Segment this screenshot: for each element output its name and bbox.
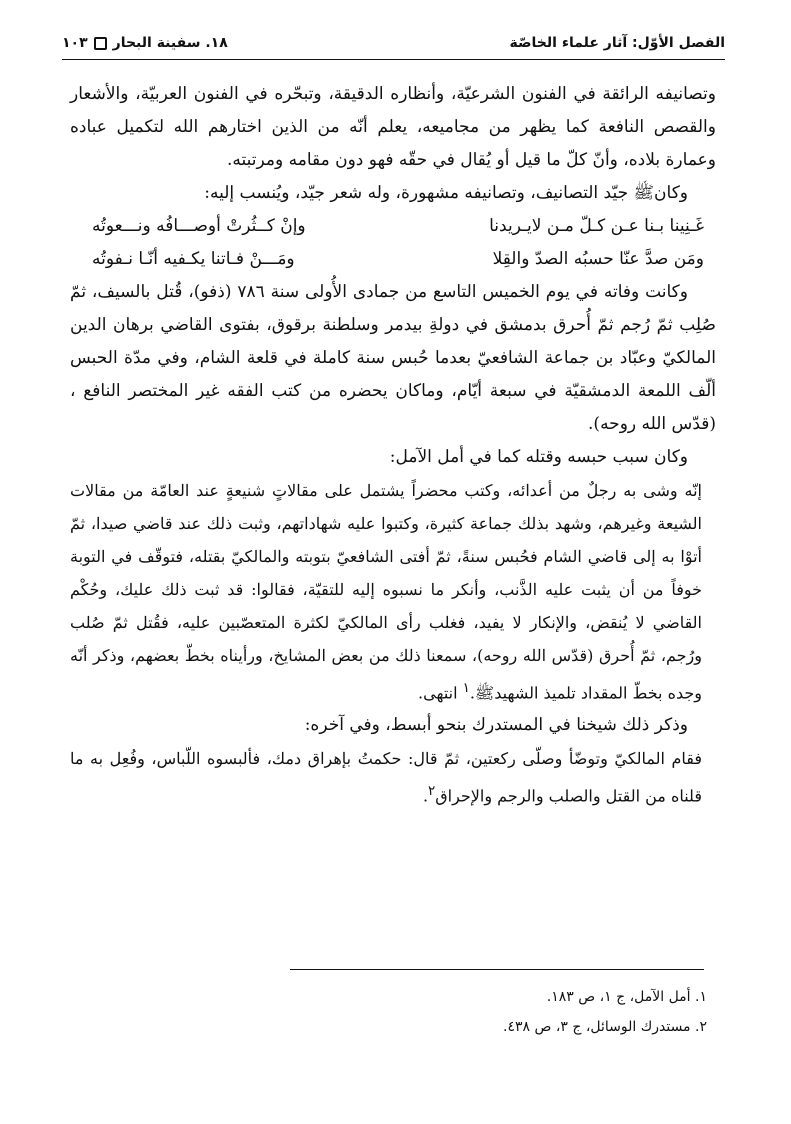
paragraph: وتصانيفه الرائقة في الفنون الشرعيّة، وأنظاره الدقيقة، وتبحّره في الفنون العربيّة، والأشعار والقصص النافعة كما يظهر من مجاميعه، يعلم أنّه من الذين اختارهم الله لتكميل عباده وعمارة بلاده، وأنّ كلّ ما قيل أو يُقال في حقّه فهو دون مقامه ومرتبته. bbox=[70, 84, 716, 170]
paragraph: وذكر ذلك شيخنا في المستدرك بنحو أبسط، وفي آخره: bbox=[304, 715, 688, 736]
paragraph: وكان سبب حبسه وقتله كما في أمل الآمل: bbox=[389, 447, 688, 467]
paragraph: وكانت وفاته في يوم الخميس التاسع من جمادى الأُولى سنة ٧٨٦ (ذفو)، قُتل بالسيف، ثمّ صُلِب ثمّ رُجم ثمّ أُحرق بدمشق في دولةِ بيدمر وسلطنة برقوق، بفتوى القاضي برهان الدين المالكيّ وعبّاد بن جماعة الشافعيّ بعدما حُبس سنة كاملة في قلعة الشام، وفي مدّة الحبس ألّف اللمعة الدمشقيّة في سبعة أيّام، وماكان يحضره من كتب الفقه غير المختصر النافع ، (قدّس الله روحه). bbox=[70, 282, 716, 434]
verse-second-hemistich: ومَـــنْ فـاتنا يكـفيه أنّـا نـفوتُه bbox=[92, 249, 295, 269]
footnote-ref: ١ bbox=[462, 681, 470, 696]
verse-first-hemistich: غَـنِينا بـنا عـن كـلّ مـن لايـريدنا bbox=[489, 216, 704, 236]
chapter-title: الفصل الأوّل: آثار علماء الخاصّة bbox=[509, 35, 725, 51]
block-quote bbox=[70, 742, 716, 812]
verse-line bbox=[70, 210, 716, 243]
footnote: ٢. مستدرك الوسائل، ج ٣، ص ٤٣٨. bbox=[503, 1019, 707, 1035]
quote-end: . bbox=[422, 786, 429, 806]
verse-line bbox=[70, 243, 716, 276]
entry-title: ١٨. سفينة البحار bbox=[112, 35, 228, 51]
block-quote bbox=[70, 474, 716, 709]
quote-end: انتهى. bbox=[418, 683, 463, 703]
footnote-ref: ٢ bbox=[428, 784, 436, 800]
running-header bbox=[62, 30, 725, 56]
verse-first-hemistich: ومَن صدَّ عنّا حسبُه الصدّ والقِلا bbox=[492, 249, 704, 269]
footnote: ١. أمل الآمل، ج ١، ص ١٨٣. bbox=[546, 989, 707, 1005]
quote-text: إنّه وشى به رجلٌ من أعدائه، وكتب محضراً يشتمل على مقالاتٍ شنيعةٍ عند العامّة من مقالات الشيعة وغيرهم، وشهد بذلك جماعة كثيرة، وكتبوا عليه شهاداتهم، وثبت ذلك عند قاضي صيدا، ثمّ أتوْا به إلى قاضي الشام فحُبس سنةً، ثمّ أفتى الشافعيّ بتوبته والمالكيّ بقتله، فتوقّف في التوبة خوفاً من أن يثبت عليه الذَّنب، وأنكر ما نسبوه إليه للتقيّة، فقالوا: قد ثبت ذلك عليك، وحُكْم القاضي لا يُنقض، والإنكار لا يفيد، فغلب رأى المالكيّ لكثرة المتعصّبين عليه، فقُتل ثمّ صُلب ورُجم، ثمّ أُحرق (قدّس الله روحه)، سمعنا ذلك من بعض المشايخ، ورأيناه بخطّ بعضهم، وذكر أنّه وجده بخطّ المقداد تلميذ الشهيدﷺ. bbox=[70, 481, 702, 703]
verse-second-hemistich: وإنْ كــثُرتْ أوصـــافُه ونـــعوتُه bbox=[92, 216, 306, 236]
header-divider bbox=[62, 59, 725, 60]
footnote-divider bbox=[290, 969, 704, 970]
entry-and-page bbox=[62, 35, 228, 51]
page-number: ١٠٣ bbox=[62, 35, 88, 51]
main-text bbox=[70, 78, 716, 813]
square-ornament-icon bbox=[94, 37, 107, 50]
paragraph: وكانﷺ جيّد التصانيف، وتصانيفه مشهورة، وله شعر جيّد، ويُنسب إليه: bbox=[204, 183, 688, 203]
quote-text: فقام المالكيّ وتوضّأ وصلّى ركعتين، ثمّ قال: حكمتُ بإهراق دمك، فألبسوه اللّباس، وفُعِل به ما قلناه من القتل والصلب والرجم والإحراق bbox=[70, 749, 702, 806]
footnotes bbox=[70, 982, 707, 1042]
